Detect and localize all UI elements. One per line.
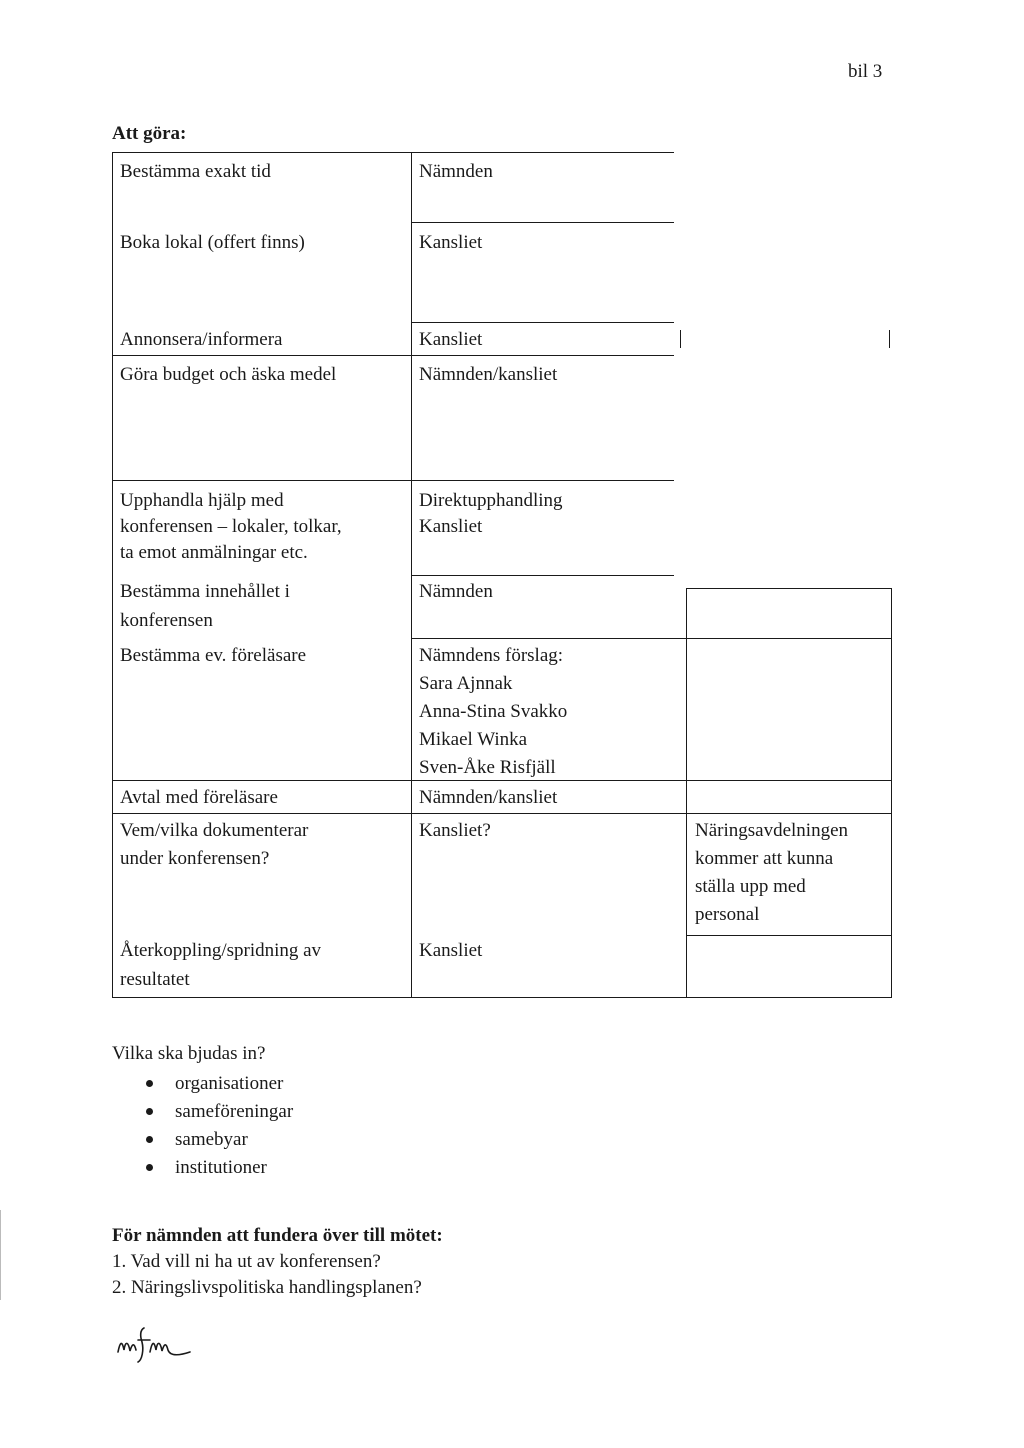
bullet-icon [146,1080,153,1087]
table-cell-task: under konferensen? [120,848,270,869]
table-cell-task: Bestämma exakt tid [120,161,271,182]
table-row-border [112,355,674,356]
table-cell-task: Vem/vilka dokumenterar [120,820,309,841]
bullet-icon [146,1108,153,1115]
table-cell-task: konferensen – lokaler, tolkar, [120,516,342,537]
bullet-icon [146,1136,153,1143]
table-cell-responsible: Mikael Winka [419,729,528,750]
table-cell-task: Upphandla hjälp med [120,490,284,511]
table-cell-note: Näringsavdelningen [695,820,849,841]
page-label: bil 3 [848,61,883,82]
table-right-border [891,588,892,998]
table-row-border [112,813,891,814]
table-edge-mark [889,330,890,348]
table-bottom-border [112,997,891,998]
consider-item: 2. Näringslivspolitiska handlingsplanen? [112,1277,422,1298]
invite-question: Vilka ska bjudas in? [112,1043,266,1064]
table-cell-responsible: Nämnden [419,581,493,602]
bullet-icon [146,1164,153,1171]
table-cell-task: Bestämma ev. föreläsare [120,645,307,666]
table-row-border [112,480,674,481]
table-row-border [686,588,891,589]
table-cell-task: Boka lokal (offert finns) [120,232,305,253]
table-cell-note: kommer att kunna [695,848,834,869]
table-cell-task: resultatet [120,969,190,990]
table-cell-responsible: Kansliet [419,232,483,253]
table-cell-responsible: Nämnden/kansliet [419,364,558,385]
table-edge-mark [680,330,681,348]
todo-heading: Att göra: [112,123,187,144]
table-cell-responsible: Anna-Stina Svakko [419,701,568,722]
table-cell-responsible: Kansliet? [419,820,491,841]
table-cell-responsible: Nämnden/kansliet [419,787,558,808]
table-left-border [112,152,113,998]
table-cell-responsible: Kansliet [419,940,483,961]
table-cell-task: Bestämma innehållet i [120,581,290,602]
table-cell-task: Annonsera/informera [120,329,283,350]
list-item: sameföreningar [144,1098,293,1126]
table-cell-task: konferensen [120,610,213,631]
table-cell-note: ställa upp med [695,876,806,897]
table-cell-responsible: Direktupphandling [419,490,563,511]
list-item: samebyar [144,1126,293,1154]
table-col-divider-2 [686,588,687,998]
table-cell-task: Göra budget och äska medel [120,364,337,385]
table-row-border [411,575,674,576]
table-cell-responsible: Nämnden [419,161,493,182]
signature-mark [112,1318,232,1366]
table-row-border [686,935,891,936]
invite-list [144,1070,293,1182]
table-cell-responsible: Nämndens förslag: [419,645,564,666]
margin-mark [0,1210,1,1300]
table-row-border [411,638,891,639]
table-row-border [411,222,674,223]
consider-title: För nämnden att fundera över till mötet: [112,1225,443,1246]
table-cell-responsible: Sara Ajnnak [419,673,513,694]
table-row-border [112,152,674,153]
table-cell-responsible: Kansliet [419,329,483,350]
table-cell-task: Återkoppling/spridning av [120,940,322,961]
table-cell-note: personal [695,904,760,925]
table-cell-responsible: Sven-Åke Risfjäll [419,757,556,778]
list-item: organisationer [144,1070,293,1098]
table-row-border [411,322,674,323]
list-item: institutioner [144,1154,293,1182]
table-cell-task: ta emot anmälningar etc. [120,542,308,563]
consider-item: 1. Vad vill ni ha ut av konferensen? [112,1251,381,1272]
table-cell-task: Avtal med föreläsare [120,787,278,808]
table-cell-responsible: Kansliet [419,516,483,537]
